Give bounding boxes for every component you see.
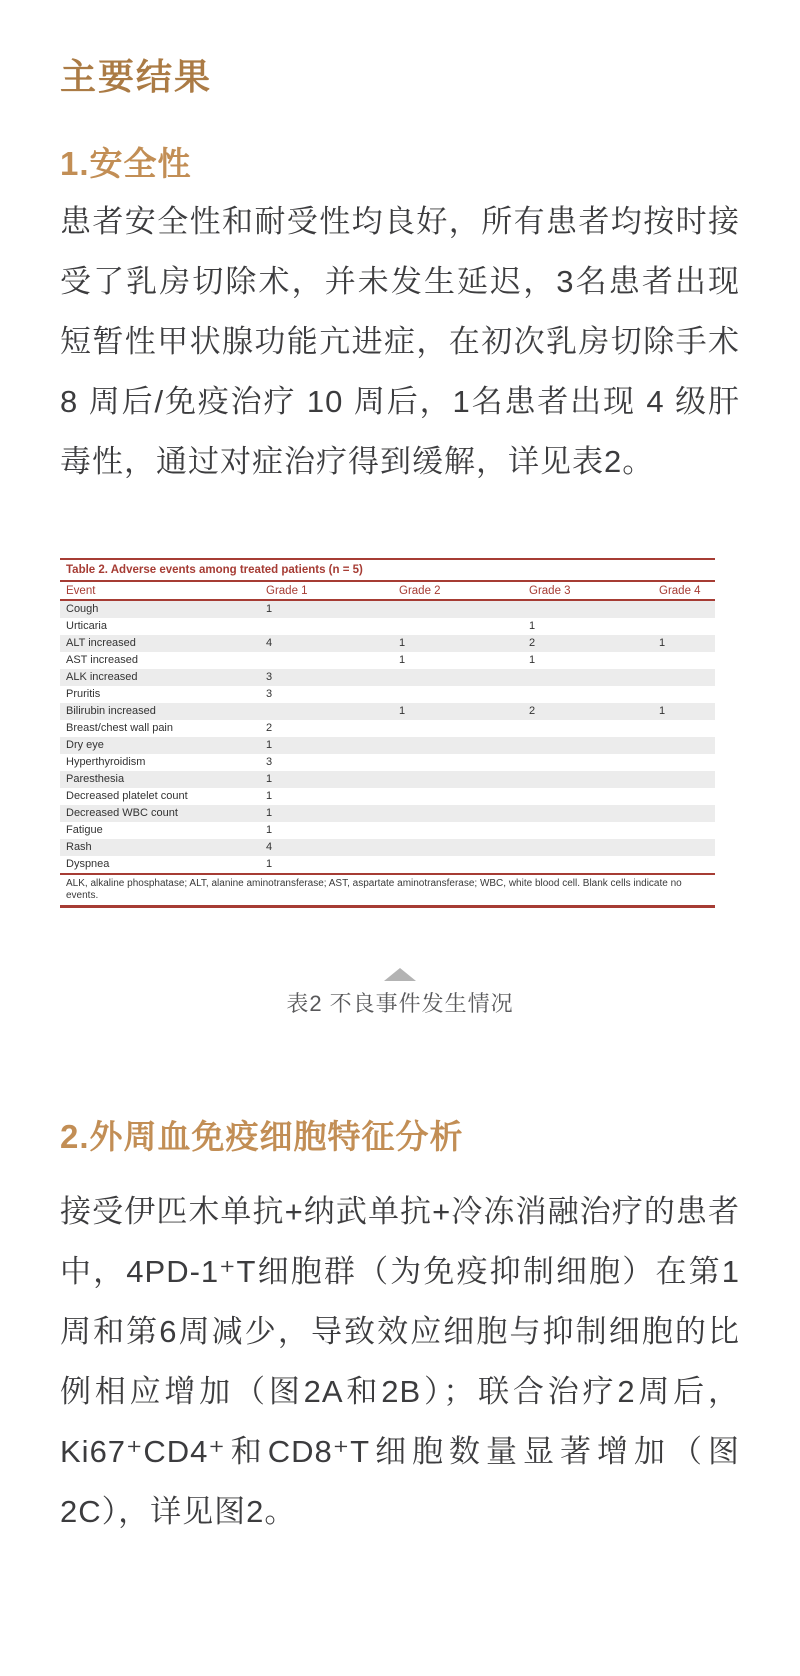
grade-cell bbox=[653, 839, 715, 856]
grade-cell: 1 bbox=[266, 739, 273, 751]
grade-cell bbox=[393, 618, 523, 635]
adverse-events-table bbox=[60, 558, 715, 908]
grade-cell bbox=[523, 686, 653, 703]
grade-cell: 1 bbox=[266, 603, 273, 615]
event-cell: Bilirubin increased bbox=[66, 705, 156, 717]
grade-cell: 1 bbox=[266, 807, 273, 819]
grade-cell: 3 bbox=[266, 756, 273, 768]
table-row bbox=[60, 686, 715, 703]
table-row bbox=[60, 618, 715, 635]
event-cell: Pruritis bbox=[66, 688, 101, 700]
table-header-row bbox=[60, 582, 715, 600]
grade-cell bbox=[393, 737, 523, 754]
grade-cell: 1 bbox=[266, 824, 273, 836]
grade-cell bbox=[523, 856, 653, 874]
grade-cell: 2 bbox=[266, 722, 273, 734]
table-row bbox=[60, 754, 715, 771]
grade-cell bbox=[653, 822, 715, 839]
grade-cell bbox=[393, 839, 523, 856]
column-header-event: Event bbox=[60, 582, 260, 600]
grade-cell: 2 bbox=[529, 705, 536, 717]
grade-cell bbox=[653, 805, 715, 822]
grade-cell bbox=[653, 686, 715, 703]
grade-cell: 1 bbox=[399, 654, 406, 666]
table-row bbox=[60, 600, 715, 618]
grade-cell bbox=[653, 771, 715, 788]
grade-cell: 4 bbox=[266, 637, 273, 649]
grade-cell bbox=[653, 856, 715, 874]
event-cell: Fatigue bbox=[66, 824, 103, 836]
table-row bbox=[60, 822, 715, 839]
table-caption: 表2 不良事件发生情况 bbox=[286, 991, 514, 1016]
column-header-grade2: Grade 2 bbox=[393, 582, 523, 600]
table-row bbox=[60, 839, 715, 856]
event-cell: Decreased WBC count bbox=[66, 807, 178, 819]
grade-cell: 1 bbox=[399, 705, 406, 717]
event-cell: Rash bbox=[66, 841, 92, 853]
grade-cell bbox=[653, 737, 715, 754]
grade-cell bbox=[523, 737, 653, 754]
grade-cell: 1 bbox=[266, 858, 273, 870]
grade-cell: 1 bbox=[529, 654, 536, 666]
event-cell: Hyperthyroidism bbox=[66, 756, 146, 768]
grade-cell bbox=[653, 652, 715, 669]
grade-cell: 1 bbox=[529, 620, 536, 632]
grade-cell bbox=[260, 652, 393, 669]
event-cell: ALT increased bbox=[66, 637, 136, 649]
grade-cell: 1 bbox=[266, 790, 273, 802]
event-cell: ALK increased bbox=[66, 671, 138, 683]
table-title: Table 2. Adverse events among treated patients (n = 5) bbox=[60, 560, 715, 582]
grade-cell: 1 bbox=[659, 705, 666, 717]
grade-cell bbox=[523, 839, 653, 856]
page-title: 主要结果 bbox=[60, 57, 213, 97]
grade-cell: 1 bbox=[266, 773, 273, 785]
table-row bbox=[60, 771, 715, 788]
grade-cell bbox=[523, 720, 653, 737]
table-row bbox=[60, 720, 715, 737]
event-cell: Dry eye bbox=[66, 739, 104, 751]
grade-cell bbox=[653, 720, 715, 737]
grade-cell bbox=[393, 788, 523, 805]
table-row bbox=[60, 635, 715, 652]
table-footnote: ALK, alkaline phosphatase; ALT, alanine aminotransferase; AST, aspartate aminotransferase; WBC, white blood cell. Blank cells indicate no events. bbox=[60, 875, 715, 908]
grade-cell bbox=[393, 771, 523, 788]
grade-cell: 4 bbox=[266, 841, 273, 853]
grade-cell bbox=[393, 669, 523, 686]
section-1-heading: 1.安全性 bbox=[60, 145, 192, 182]
table-row bbox=[60, 805, 715, 822]
grade-cell bbox=[523, 600, 653, 618]
event-cell: Urticaria bbox=[66, 620, 107, 632]
column-header-grade1: Grade 1 bbox=[260, 582, 393, 600]
grade-cell bbox=[393, 686, 523, 703]
grade-cell bbox=[523, 771, 653, 788]
grade-cell: 3 bbox=[266, 671, 273, 683]
grade-cell bbox=[523, 754, 653, 771]
section-2-paragraph: 接受伊匹木单抗+纳武单抗+冷冻消融治疗的患者中，4PD-1⁺T细胞群（为免疫抑制细胞）在第1周和第6周减少，导致效应细胞与抑制细胞的比例相应增加（图2A和2B）；联合治疗2周后，Ki67⁺CD4⁺和CD8⁺T细胞数量显著增加（图2C），详见图2。 bbox=[60, 1194, 740, 1529]
grade-cell bbox=[653, 600, 715, 618]
article-body bbox=[0, 56, 800, 1542]
grade-cell bbox=[393, 600, 523, 618]
grade-cell bbox=[393, 822, 523, 839]
column-header-grade3: Grade 3 bbox=[523, 582, 653, 600]
grade-cell bbox=[523, 822, 653, 839]
event-cell: Paresthesia bbox=[66, 773, 125, 785]
grade-cell: 2 bbox=[529, 637, 536, 649]
grade-cell bbox=[653, 754, 715, 771]
event-cell: Dyspnea bbox=[66, 858, 110, 870]
table-row bbox=[60, 669, 715, 686]
grade-cell bbox=[523, 669, 653, 686]
event-cell: AST increased bbox=[66, 654, 138, 666]
grade-cell bbox=[393, 720, 523, 737]
event-cell: Cough bbox=[66, 603, 99, 615]
section-2-heading: 2.外周血免疫细胞特征分析 bbox=[60, 1118, 464, 1155]
table-row bbox=[60, 703, 715, 720]
grade-cell: 1 bbox=[399, 637, 406, 649]
event-cell: Decreased platelet count bbox=[66, 790, 188, 802]
grade-cell bbox=[653, 669, 715, 686]
grade-cell: 1 bbox=[659, 637, 666, 649]
grade-cell bbox=[393, 856, 523, 874]
column-header-grade4: Grade 4 bbox=[653, 582, 715, 600]
triangle-up-icon[interactable] bbox=[384, 968, 416, 981]
grade-cell bbox=[653, 788, 715, 805]
grade-cell bbox=[260, 618, 393, 635]
grade-cell bbox=[393, 754, 523, 771]
grade-cell bbox=[653, 618, 715, 635]
section-1-paragraph: 患者安全性和耐受性均良好，所有患者均按时接受了乳房切除术，并未发生延迟，3名患者出现短暂性甲状腺功能亢进症，在初次乳房切除手术 8 周后/免疫治疗 10 周后，1名患者出现 4 级肝毒性，通过对症治疗得到缓解，详见表2。 bbox=[60, 204, 740, 479]
grade-cell: 3 bbox=[266, 688, 273, 700]
grade-cell bbox=[393, 805, 523, 822]
table-row bbox=[60, 788, 715, 805]
event-cell: Breast/chest wall pain bbox=[66, 722, 173, 734]
grade-cell bbox=[523, 788, 653, 805]
grade-cell bbox=[523, 805, 653, 822]
grade-cell bbox=[260, 703, 393, 720]
table-row bbox=[60, 856, 715, 874]
table-row bbox=[60, 652, 715, 669]
table-row bbox=[60, 737, 715, 754]
